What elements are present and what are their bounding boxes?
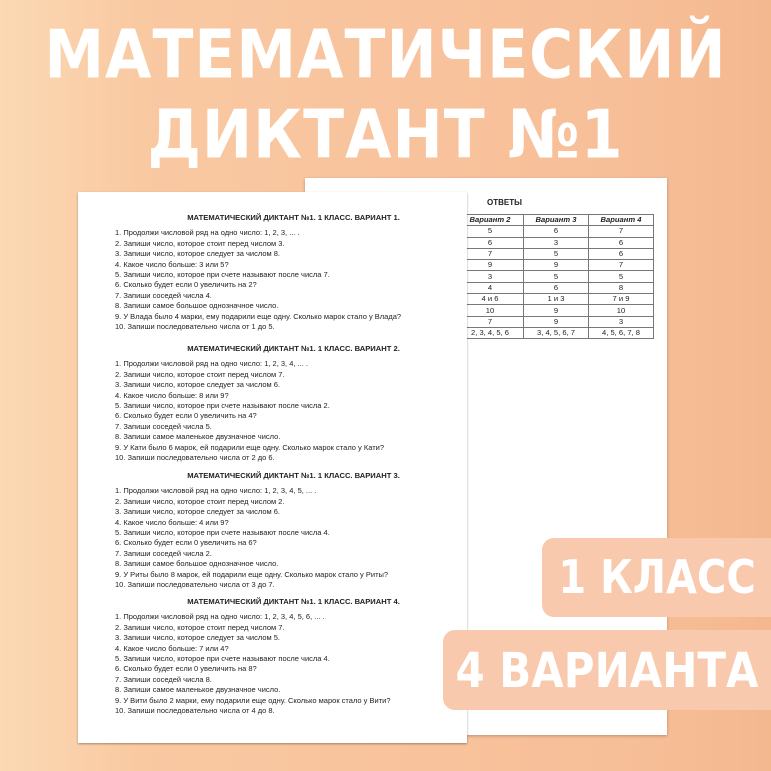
answers-row	[457, 237, 654, 248]
answers-row	[457, 260, 654, 271]
answer-cell: 5	[524, 271, 589, 282]
variant-title: МАТЕМАТИЧЕСКИЙ ДИКТАНТ №1. 1 КЛАСС. ВАРИАНТ 2.	[187, 344, 400, 353]
answer-cell: 4 и 6	[457, 294, 524, 305]
answer-cell: 6	[589, 248, 654, 259]
answer-cell: 9	[524, 316, 589, 327]
question-item: 6. Сколько будет если 0 увеличить на 6?	[115, 538, 257, 548]
question-item: 1. Продолжи числовой ряд на одно число: 1, 2, 3, 4, 5, 6, ... .	[115, 612, 325, 622]
question-item: 1. Продолжи числовой ряд на одно число: 1, 2, 3, ... .	[115, 228, 300, 238]
variant-2	[115, 344, 460, 463]
variant-4	[115, 597, 460, 716]
question-item: 10. Запиши последовательно числа от 3 до 7.	[115, 580, 275, 590]
answer-cell: 6	[457, 237, 524, 248]
answer-cell: 3	[457, 271, 524, 282]
question-item: 9. У Риты было 8 марок, ей подарили еще одну. Сколько марок стало у Риты?	[115, 569, 389, 579]
question-item: 9. У Влада было 4 марки, ему подарили еще одну. Сколько марок стало у Влада?	[115, 311, 402, 321]
column-header: Вариант 3	[524, 215, 589, 226]
answer-cell: 3, 4, 5, 6, 7	[524, 327, 589, 338]
question-item: 7. Запиши соседей числа 2.	[115, 548, 212, 558]
answer-cell: 7	[589, 226, 654, 237]
answers-row	[457, 282, 654, 293]
answer-cell: 9	[524, 260, 589, 271]
answer-cell: 1 и 3	[524, 294, 589, 305]
answers-row	[457, 248, 654, 259]
question-item: 10. Запиши последовательно числа от 4 до 8.	[115, 706, 275, 716]
question-item: 7. Запиши соседей числа 8.	[115, 674, 212, 684]
question-item: 3. Запиши число, которое следует за числом 5.	[115, 633, 280, 643]
question-item: 2. Запиши число, которое стоит перед числом 7.	[115, 622, 285, 632]
title-line-2: ДИКТАНТ №1	[147, 95, 624, 175]
answer-cell: 6	[524, 282, 589, 293]
question-item: 6. Сколько будет если 0 увеличить на 4?	[115, 411, 257, 421]
question-item: 5. Запиши число, которое при счете называют после числа 7.	[115, 270, 330, 280]
answer-cell: 5	[524, 248, 589, 259]
variants-count-label: 4 ВАРИАНТА	[455, 641, 759, 699]
question-item: 9. У Кати было 6 марок, ей подарили еще одну. Сколько марок стало у Кати?	[115, 442, 385, 452]
question-item: 5. Запиши число, которое при счете называют после числа 4.	[115, 528, 330, 538]
answers-row	[457, 316, 654, 327]
question-item: 4. Какое число больше: 4 или 9?	[115, 517, 229, 527]
question-item: 2. Запиши число, которое стоит перед числом 7.	[115, 369, 285, 379]
answers-row	[457, 226, 654, 237]
answer-cell: 8	[589, 282, 654, 293]
question-item: 8. Запиши самое маленькое двузначное число.	[115, 432, 281, 442]
variant-title: МАТЕМАТИЧЕСКИЙ ДИКТАНТ №1. 1 КЛАСС. ВАРИАНТ 4.	[187, 597, 400, 606]
answer-cell: 3	[524, 237, 589, 248]
question-item: 7. Запиши соседей числа 5.	[115, 421, 212, 431]
answer-cell: 3	[589, 316, 654, 327]
question-item: 1. Продолжи числовой ряд на одно число: 1, 2, 3, 4, 5, ... .	[115, 486, 317, 496]
answer-cell: 7 и 9	[589, 294, 654, 305]
answer-cell: 9	[457, 260, 524, 271]
answers-row	[457, 305, 654, 316]
question-item: 5. Запиши число, которое при счете называют после числа 2.	[115, 401, 330, 411]
question-item: 4. Какое число больше: 3 или 5?	[115, 259, 229, 269]
answers-row	[457, 271, 654, 282]
answer-cell: 5	[589, 271, 654, 282]
answer-cell: 9	[524, 305, 589, 316]
question-item: 3. Запиши число, которое следует за числом 6.	[115, 507, 280, 517]
grade-badge-label: 1 КЛАСС	[558, 551, 756, 604]
question-item: 2. Запиши число, которое стоит перед числом 2.	[115, 496, 285, 506]
answer-cell: 6	[589, 237, 654, 248]
question-item: 8. Запиши самое большое однозначное число.	[115, 559, 279, 569]
answer-cell: 7	[589, 260, 654, 271]
question-item: 9. У Вити было 2 марки, ему подарили еще одну. Сколько марок стало у Вити?	[115, 695, 391, 705]
question-item: 7. Запиши соседей числа 4.	[115, 290, 212, 300]
answer-cell: 7	[457, 316, 524, 327]
question-item: 10. Запиши последовательно числа от 2 до 6.	[115, 453, 275, 463]
question-item: 5. Запиши число, которое при счете называют после числа 4.	[115, 654, 330, 664]
question-item: 8. Запиши самое маленькое двузначное число.	[115, 685, 281, 695]
answer-cell: 6	[524, 226, 589, 237]
grade-badge	[542, 538, 771, 617]
question-item: 10. Запиши последовательно числа от 1 до 5.	[115, 322, 275, 332]
answer-cell: 5	[457, 226, 524, 237]
variant-title: МАТЕМАТИЧЕСКИЙ ДИКТАНТ №1. 1 КЛАСС. ВАРИАНТ 1.	[187, 213, 400, 222]
question-item: 3. Запиши число, которое следует за числом 6.	[115, 380, 280, 390]
variant-3	[115, 471, 460, 590]
column-header: Вариант 4	[589, 215, 654, 226]
answers-title: ОТВЕТЫ	[487, 198, 522, 207]
variant-1	[115, 213, 460, 332]
question-item: 8. Запиши самое большое однозначное число.	[115, 301, 279, 311]
question-item: 2. Запиши число, которое стоит перед числом 3.	[115, 238, 285, 248]
column-header: Вариант 2	[457, 215, 524, 226]
question-item: 6. Сколько будет если 0 увеличить на 2?	[115, 280, 257, 290]
answers-table	[456, 214, 654, 339]
question-item: 4. Какое число больше: 8 или 9?	[115, 390, 229, 400]
answer-cell: 10	[457, 305, 524, 316]
answer-cell: 10	[589, 305, 654, 316]
answer-cell: 7	[457, 248, 524, 259]
answer-cell: 4, 5, 6, 7, 8	[589, 327, 654, 338]
question-item: 4. Какое число больше: 7 или 4?	[115, 643, 229, 653]
question-item: 1. Продолжи числовой ряд на одно число: 1, 2, 3, 4, ... .	[115, 359, 308, 369]
answers-row	[457, 327, 654, 338]
question-item: 3. Запиши число, которое следует за числом 8.	[115, 249, 280, 259]
answer-cell: 4	[457, 282, 524, 293]
question-item: 6. Сколько будет если 0 увеличить на 8?	[115, 664, 257, 674]
variants-count-badge	[443, 630, 771, 710]
answers-header-row	[457, 215, 654, 226]
title-line-1: МАТЕМАТИЧЕСКИЙ	[44, 15, 727, 95]
answer-cell: 2, 3, 4, 5, 6	[457, 327, 524, 338]
answers-row	[457, 294, 654, 305]
variant-title: МАТЕМАТИЧЕСКИЙ ДИКТАНТ №1. 1 КЛАСС. ВАРИАНТ 3.	[187, 471, 400, 480]
